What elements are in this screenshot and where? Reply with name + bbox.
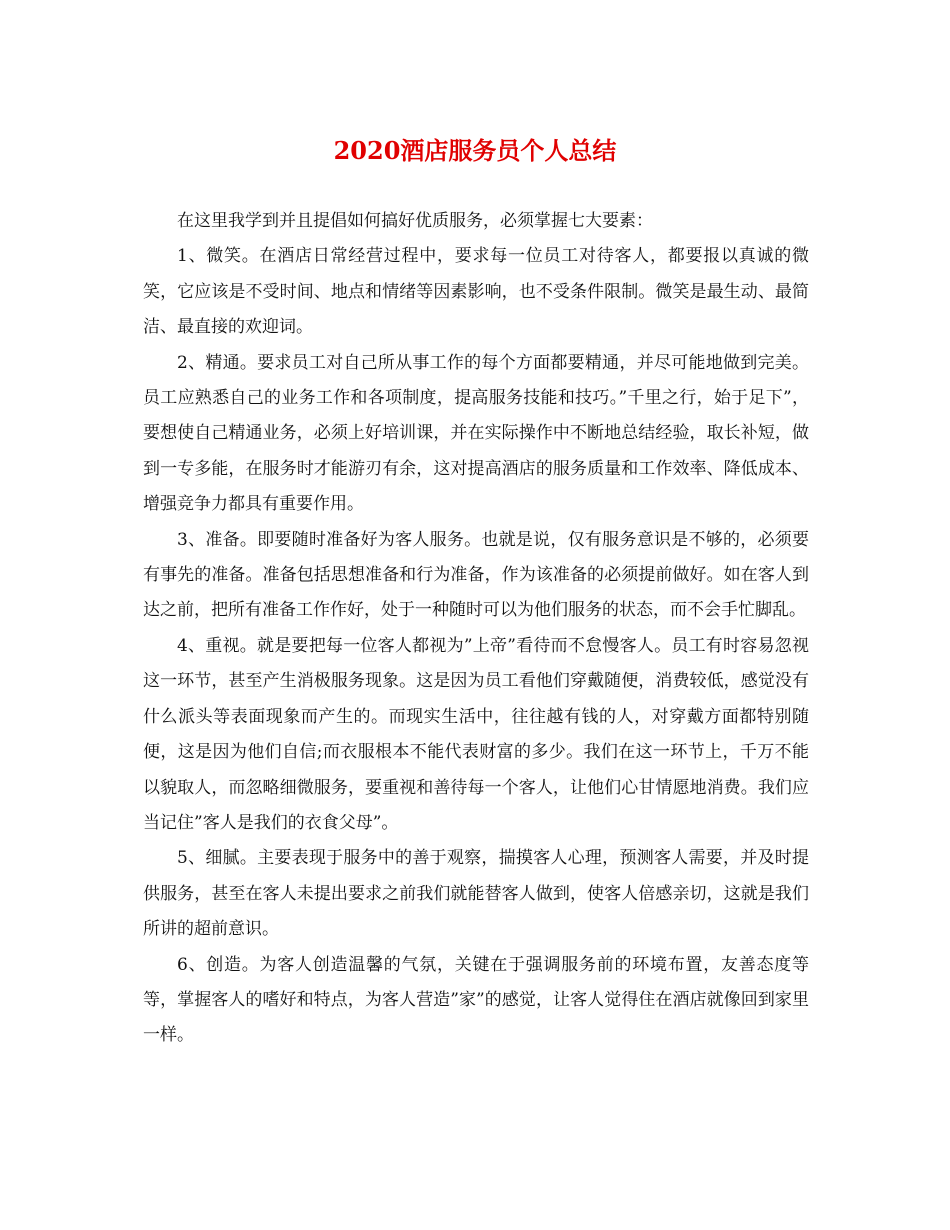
document-title: 2020酒店服务员个人总结 [333,136,617,165]
document-body [143,204,809,1054]
paragraph-intro: 在这里我学到并且提倡如何搞好优质服务，必须掌握七大要素： [177,211,653,231]
paragraph-attentiveness: 5、细腻。主要表现于服务中的善于观察，揣摸客人心理，预测客人需要，并及时提供服务，甚至在客人未提出要求之前我们就能替客人做到，使客人倍感亲切，这就是我们所讲的超前意识。 [143,848,809,940]
paragraph-smile: 1、微笑。在酒店日常经营过程中，要求每一位员工对待客人，都要报以真诚的微笑，它应该是不受时间、地点和情绪等因素影响，也不受条件限制。微笑是最生动、最简洁、最直接的欢迎词。 [143,246,809,338]
paragraph-attention: 4、重视。就是要把每一位客人都视为”上帝”看待而不怠慢客人。员工有时容易忽视这一环节，甚至产生消极服务现象。这是因为员工看他们穿戴随便，消费较低，感觉没有什么派头等表面现象而产生的。而现实生活中，往往越有钱的人，对穿戴方面都特别随便，这是因为他们自信;而衣服根本不能代表财富的多少。我们在这一环节上，千万不能以貌取人，而忽略细微服务，要重视和善待每一个客人，让他们心甘情愿地消费。我们应当记住”客人是我们的衣食父母”。 [143,635,809,833]
paragraph-creation: 6、创造。为客人创造温馨的气氛，关键在于强调服务前的环境布置，友善态度等等，掌握客人的嗜好和特点，为客人营造”家”的感觉，让客人觉得住在酒店就像回到家里一样。 [143,954,809,1046]
paragraph-proficiency: 2、精通。要求员工对自己所从事工作的每个方面都要精通，并尽可能地做到完美。员工应熟悉自己的业务工作和各项制度，提高服务技能和技巧。”千里之行，始于足下”，要想使自己精通业务，必须上好培训课，并在实际操作中不断地总结经验，取长补短，做到一专多能，在服务时才能游刃有余，这对提高酒店的服务质量和工作效率、降低成本、增强竞争力都具有重要作用。 [143,352,809,515]
paragraph-preparation: 3、准备。即要随时准备好为客人服务。也就是说，仅有服务意识是不够的，必须要有事先的准备。准备包括思想准备和行为准备，作为该准备的必须提前做好。如在客人到达之前，把所有准备工作作好，处于一种随时可以为他们服务的状态，而不会手忙脚乱。 [143,529,809,621]
